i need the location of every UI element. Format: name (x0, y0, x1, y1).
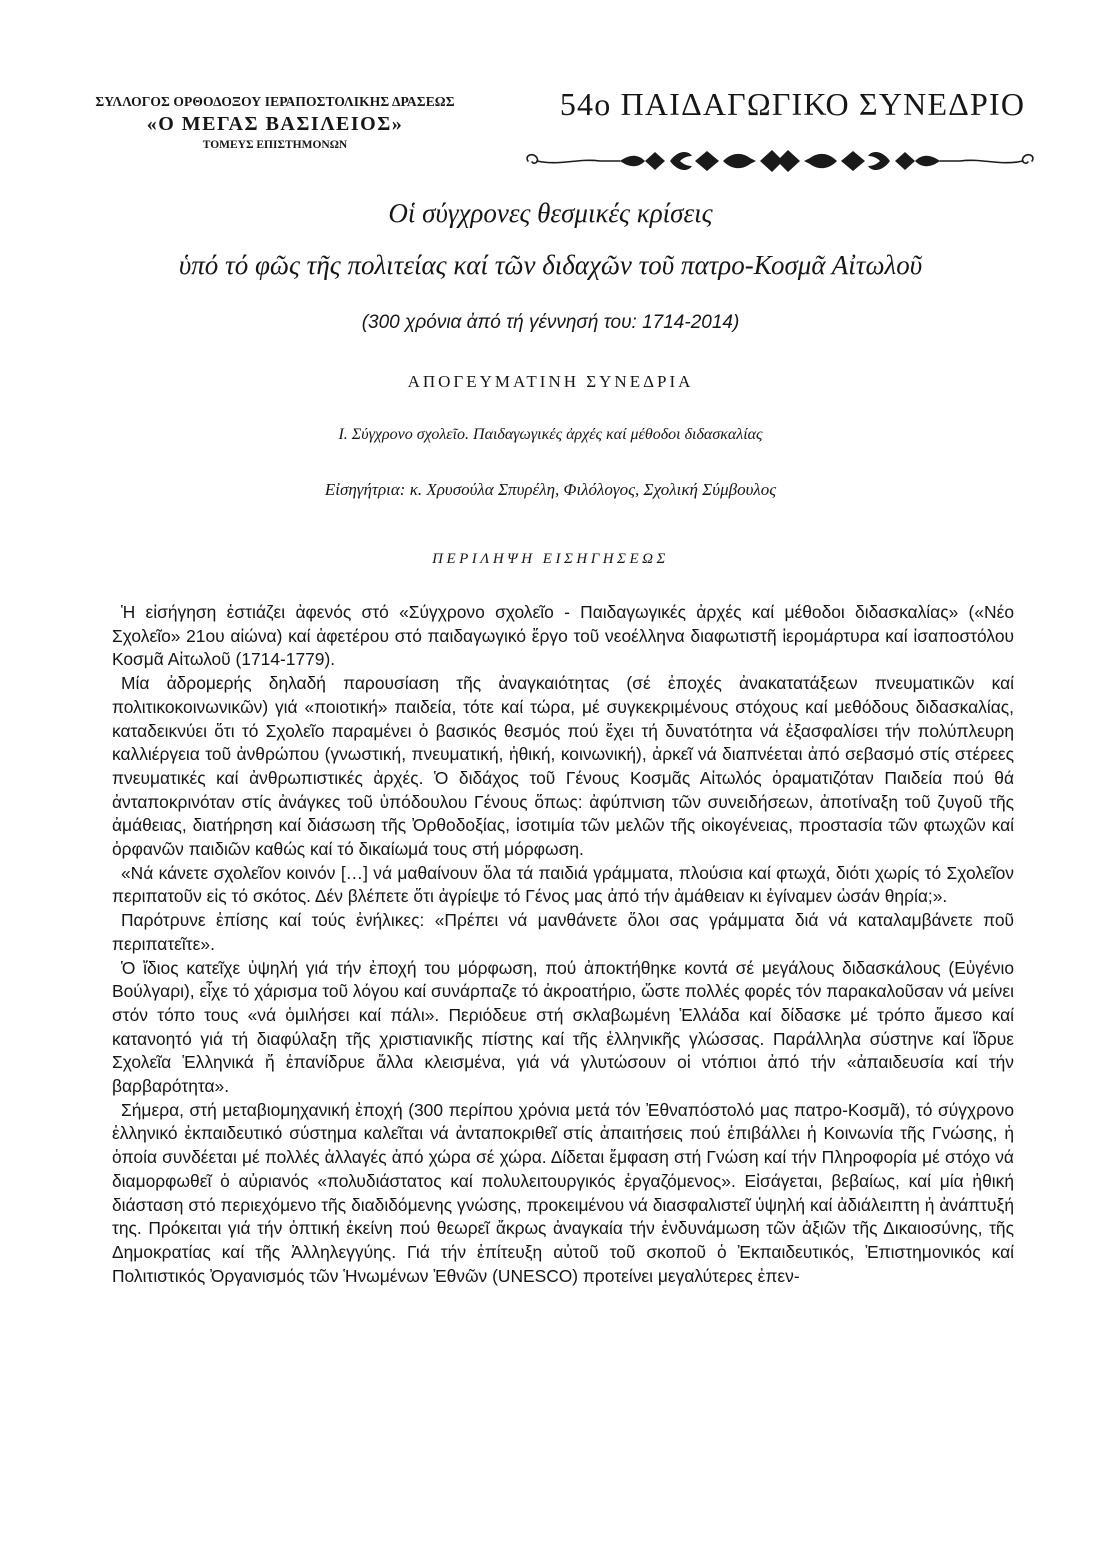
paragraph: Ἡ εἰσήγηση ἑστιάζει ἀφενός στό «Σύγχρονο σχολεῖο - Παιδαγωγικές ἀρχές καί μέθοδοι διδασκαλίας» («Νέο Σχολεῖο» 21ου αἰώνα) καί ἀφετέρου στό παιδαγωγικό ἔργο τοῦ νεοέλληνα διαφωτιστῆ ἱερομάρτυρα καί ἰσαποστόλου Κοσμᾶ Αἰτωλοῦ (1714-1779). (112, 602, 1014, 670)
conference-title: 54ο ΠΑΙΔΑΓΩΓΙΚΟ ΣΥΝΕΔΡΙΟ (559, 86, 1026, 122)
speaker-line: Εἰσηγήτρια: κ. Χρυσούλα Σπυρέλη, Φιλόλογος, Σχολική Σύμβουλος (324, 480, 777, 499)
main-title-line-2: ὑπό τό φῶς τῆς πολιτείας καί τῶν διδαχῶν τοῦ πατρο-Κοσμᾶ Αἰτωλοῦ (178, 250, 923, 280)
organization-name: «Ο ΜΕΓΑΣ ΒΑΣΙΛΕΙΟΣ» (146, 113, 404, 135)
main-title-line-1: Οἱ σύγχρονες θεσμικές κρίσεις (388, 198, 713, 228)
ornamental-divider-icon (520, 146, 1040, 176)
session-heading: ΑΠΟΓΕΥΜΑΤΙΝΗ ΣΥΝΕΔΡΙΑ (407, 372, 694, 391)
paragraph: Σήμερα, στή μεταβιομηχανική ἐποχή (300 περίπου χρόνια μετά τόν Ἐθναπόστολό μας πατρο-Κοσμᾶ), τό σύγχρονο ἑλληνικό ἐκπαιδευτικό σύστημα καλεῖται νά ἀνταποκριθεῖ στίς ἀπαιτήσεις πού ἐπιβάλλει ἡ Κοινωνία τῆς Γνώσης, ἡ ὁποία συνδέεται μέ πολλές ἀλλαγές ἀπό χώρα σέ χώρα. Δίδεται ἔμφαση στή Γνώση καί τήν Πληροφορία μέ στόχο νά διαμορφωθεῖ ὁ αὐριανός «πολυδιάστατος καί πολυλειτουργικός ἐργαζόμενος». Εἰσάγεται, βεβαίως, καί μία ἠθική διάσταση στό περιεχόμενο τῆς διαδιδόμενης γνώσης, προκειμένου νά διασφαλιστεῖ ὑψηλή καί ἀδιάλειπτη ἡ ἀνάπτυξή της. Πρόκειται γιά τήν ὀπτική ἐκείνη πού θεωρεῖ ἄκρως ἀναγκαία τήν ἐνδυνάμωση τῶν ἀξιῶν τῆς Δικαιοσύνης, τῆς Δημοκρατίας καί τῆς Ἀλληλεγγύης. Γιά τήν ἐπίτευξη αὐτοῦ τοῦ σκοποῦ ὁ Ἐκπαιδευτικός, Ἐπιστημονικός καί Πολιτιστικός Ὀργανισμός τῶν Ἡνωμένων Ἐθνῶν (UNESCO) προτείνει μεγαλύτερες ἐπεν- (112, 1099, 1014, 1286)
organization-sector: ΤΟΜΕΥΣ ΕΠΙΣΤΗΜΟΝΩΝ (202, 139, 348, 151)
topic-line: Ι. Σύγχρονο σχολεῖο. Παιδαγωγικές ἀρχές καί μέθοδοι διδασκαλίας (338, 426, 763, 443)
abstract-heading: ΠΕΡΙΛΗΨΗ ΕΙΣΗΓΗΣΕΩΣ (432, 551, 669, 567)
paragraph: Ὁ ἴδιος κατεῖχε ὑψηλή γιά τήν ἐποχή του μόρφωση, πού ἀποκτήθηκε κοντά σέ μεγάλους διδασκάλους (Εὐγένιο Βούλγαρι), εἶχε τό χάρισμα τοῦ λόγου καί συνάρπαζε τό ἀκροατήριο, ὥστε πολλές φορές τόν παρακαλοῦσαν νά μείνει στόν τόπο τους «νά ὁμιλήσει καί πάλι». Περιόδευε στή σκλαβωμένη Ἑλλάδα καί δίδασκε μέ τρόπο ἄμεσο καί κατανοητό γιά τή διαφύλαξη τῆς χριστιανικῆς πίστης καί τῆς ἑλληνικῆς γλώσσας. Παράλληλα σύστηνε καί ἵδρυε Σχολεῖα Ἑλληνικά ἤ ἐπανίδρυε ἄλλα κλεισμένα, γιά νά γλυτώσουν οἱ ντόπιοι ἀπό τήν «ἀπαιδευσία καί τήν βαρβαρότητα». (112, 957, 1014, 1097)
abstract-body (112, 601, 1014, 1288)
organization-header (40, 94, 510, 151)
paragraph: Μία ἀδρομερής δηλαδή παρουσίαση τῆς ἀναγκαιότητας (σέ ἐποχές ἀνακατατάξεων πνευματικῶν καί πολιτικοκοινωνικῶν) γιά «ποιοτική» παιδεία, τότε καί τώρα, μέ συγκεκριμένους στόχους καί μεθόδους διδασκαλίας, καταδεικνύει ὅτι τό Σχολεῖο παραμένει ὁ βασικός θεσμός πού ἔχει τή δυνατότητα νά ἐξασφαλίσει τήν πολύπλευρη καλλιέργεια τοῦ ἀνθρώπου (γνωστική, πνευματική, ἠθική, κοινωνική), ἀρκεῖ νά διαπνέεται ἀπό σεβασμό στίς στέρεες πνευματικές καί ἀνθρωπιστικές ἀρχές. Ὁ διδάχος τοῦ Γένους Κοσμᾶς Αἰτωλός ὁραματιζόταν Παιδεία πού θά ἀνταποκρινόταν στίς ἀνάγκες τοῦ ὑπόδουλου Γένους ὅπως: ἀφύπνιση τῶν συνειδήσεων, ἀποτίναξη τοῦ ζυγοῦ τῆς ἀμάθειας, διατήρηση καί διάσωση τῆς Ὀρθοδοξίας, ἰσοτιμία τῶν μελῶν τῆς οἰκογένειας, προστασία τῶν φτωχῶν καί ὀρφανῶν παιδιῶν καθώς καί τό δικαίωμά τους στή μόρφωση. (112, 673, 1014, 860)
organization-line: ΣΥΛΛΟΓΟΣ ΟΡΘΟΔΟΞΟΥ ΙΕΡΑΠΟΣΤΟΛΙΚΗΣ ΔΡΑΣΕΩΣ (95, 94, 455, 109)
paragraph: Παρότρυνε ἐπίσης καί τούς ἐνήλικες: «Πρέπει νά μανθάνετε ὅλοι σας γράμματα διά νά καταλαμβάνετε ποῦ περιπατεῖτε». (112, 910, 1014, 954)
subtitle: (300 χρόνια ἀπό τή γέννησή του: 1714-2014) (361, 312, 740, 333)
paragraph: «Νά κάνετε σχολεῖον κοινόν […] νά μαθαίνουν ὅλα τά παιδιά γράμματα, πλούσια καί φτωχά, διότι χωρίς τό Σχολεῖον περιπατοῦν εἰς τό σκότος. Δέν βλέπετε ὅτι ἀγρίεψε τό Γένος μας ἀπό τήν ἀμάθειαν κι ἐγίναμεν ὡσάν θηρία;». (112, 862, 1014, 907)
